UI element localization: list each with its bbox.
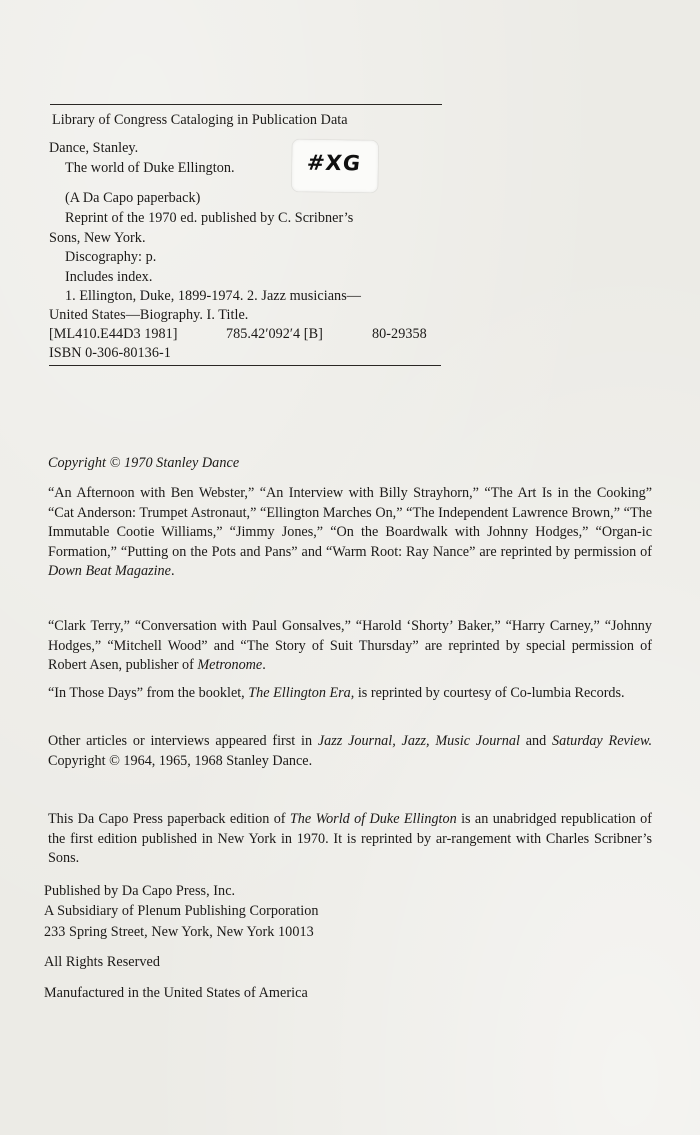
publisher-line2: A Subsidiary of Plenum Publishing Corporation — [44, 903, 319, 919]
publication-title: Down Beat Magazine — [48, 563, 171, 580]
cip-subjects-line1: 1. Ellington, Duke, 1899-1974. 2. Jazz musicians— — [65, 288, 362, 304]
publication-title-2: Saturday Review. — [552, 733, 652, 749]
cip-reprint-line1: Reprint of the 1970 ed. published by C. Scribner’s — [65, 210, 354, 226]
permission-paragraph-down-beat — [48, 484, 652, 582]
cip-lccn: 80-29358 — [372, 326, 427, 342]
paragraph-text: “Clark Terry,” “Conversation with Paul Gonsalves,” “Harold ‘Shorty’ Baker,” “Harry Carney,” “Johnny Hodges,” “Mitchell Wood” and “The Story of Suit Thursday” are reprinted by special permission of Robert Asen, publisher of — [48, 618, 652, 674]
publication-title: Metronome — [197, 657, 263, 674]
publication-title: The Ellington Era, — [248, 685, 355, 701]
book-title: The World of Duke Ellington — [289, 811, 457, 827]
rights-notice: All Rights Reserved — [44, 954, 161, 970]
other-articles-paragraph — [48, 732, 652, 771]
paragraph-text: Other articles or interviews appeared first in — [48, 733, 318, 749]
cip-classification: [ML410.E44D3 1981] — [49, 326, 178, 342]
cip-series: (A Da Capo paperback) — [65, 190, 201, 206]
copyright-notice: Copyright © 1970 Stanley Dance — [48, 455, 240, 471]
cip-index: Includes index. — [65, 269, 153, 285]
cip-title: The world of Duke Ellington. — [65, 160, 235, 176]
cip-top-rule — [50, 104, 442, 105]
paragraph-end: . — [170, 563, 175, 580]
manufactured-notice: Manufactured in the United States of America — [44, 985, 308, 1001]
cip-discography: Discography: p. — [65, 249, 157, 265]
paragraph-mid: and — [519, 733, 553, 749]
paragraph-text: “In Those Days” from the booklet, — [48, 685, 249, 701]
cip-heading: Library of Congress Cataloging in Publication Data — [52, 112, 348, 128]
publisher-address: 233 Spring Street, New York, New York 10013 — [44, 924, 314, 940]
library-sticker — [292, 139, 379, 192]
permission-paragraph-metronome — [48, 617, 652, 676]
cip-dewey: 785.42′092′4 [B] — [226, 326, 323, 342]
cip-bottom-rule — [49, 365, 441, 366]
paragraph-end: is reprinted by courtesy of Co-lumbia Records. — [354, 685, 625, 701]
paragraph-end: . — [262, 657, 266, 674]
paragraph-end: is an unabridged republication of the first edition published in New York in 1970. It is reprinted by ar-rangement with Charles Scribner’s Sons. — [48, 811, 652, 867]
paragraph-end: Copyright © 1964, 1965, 1968 Stanley Dance. — [48, 752, 313, 769]
cip-isbn: ISBN 0-306-80136-1 — [49, 345, 171, 361]
cip-subjects-line2: United States—Biography. I. Title. — [49, 307, 249, 323]
cip-author: Dance, Stanley. — [49, 140, 139, 156]
paragraph-text: “An Afternoon with Ben Webster,” “An Interview with Billy Strayhorn,” “The Art Is in the Cooking” “Cat Anderson: Trumpet Astronaut,” “Ellington Marches On,” “The Independent Lawrence Brown,” “The Immutable Cootie Williams,” “Jimmy Jones,” “On the Boardwalk with Johnny Hodges,” “Organ-ic Formation,” “Putting on the Pots and Pans” and “Warm Root: Ray Nance” are reprinted by permission of — [48, 485, 652, 560]
publication-titles: Jazz Journal, Jazz, Music Journal — [317, 733, 520, 749]
edition-note-paragraph — [48, 810, 652, 869]
sticker-handwritten-label: #XG — [305, 150, 363, 176]
cip-reprint-line2: Sons, New York. — [49, 230, 146, 246]
permission-paragraph-columbia — [48, 684, 652, 704]
paragraph-text: This Da Capo Press paperback edition of — [48, 811, 290, 827]
publisher-line1: Published by Da Capo Press, Inc. — [44, 883, 236, 899]
